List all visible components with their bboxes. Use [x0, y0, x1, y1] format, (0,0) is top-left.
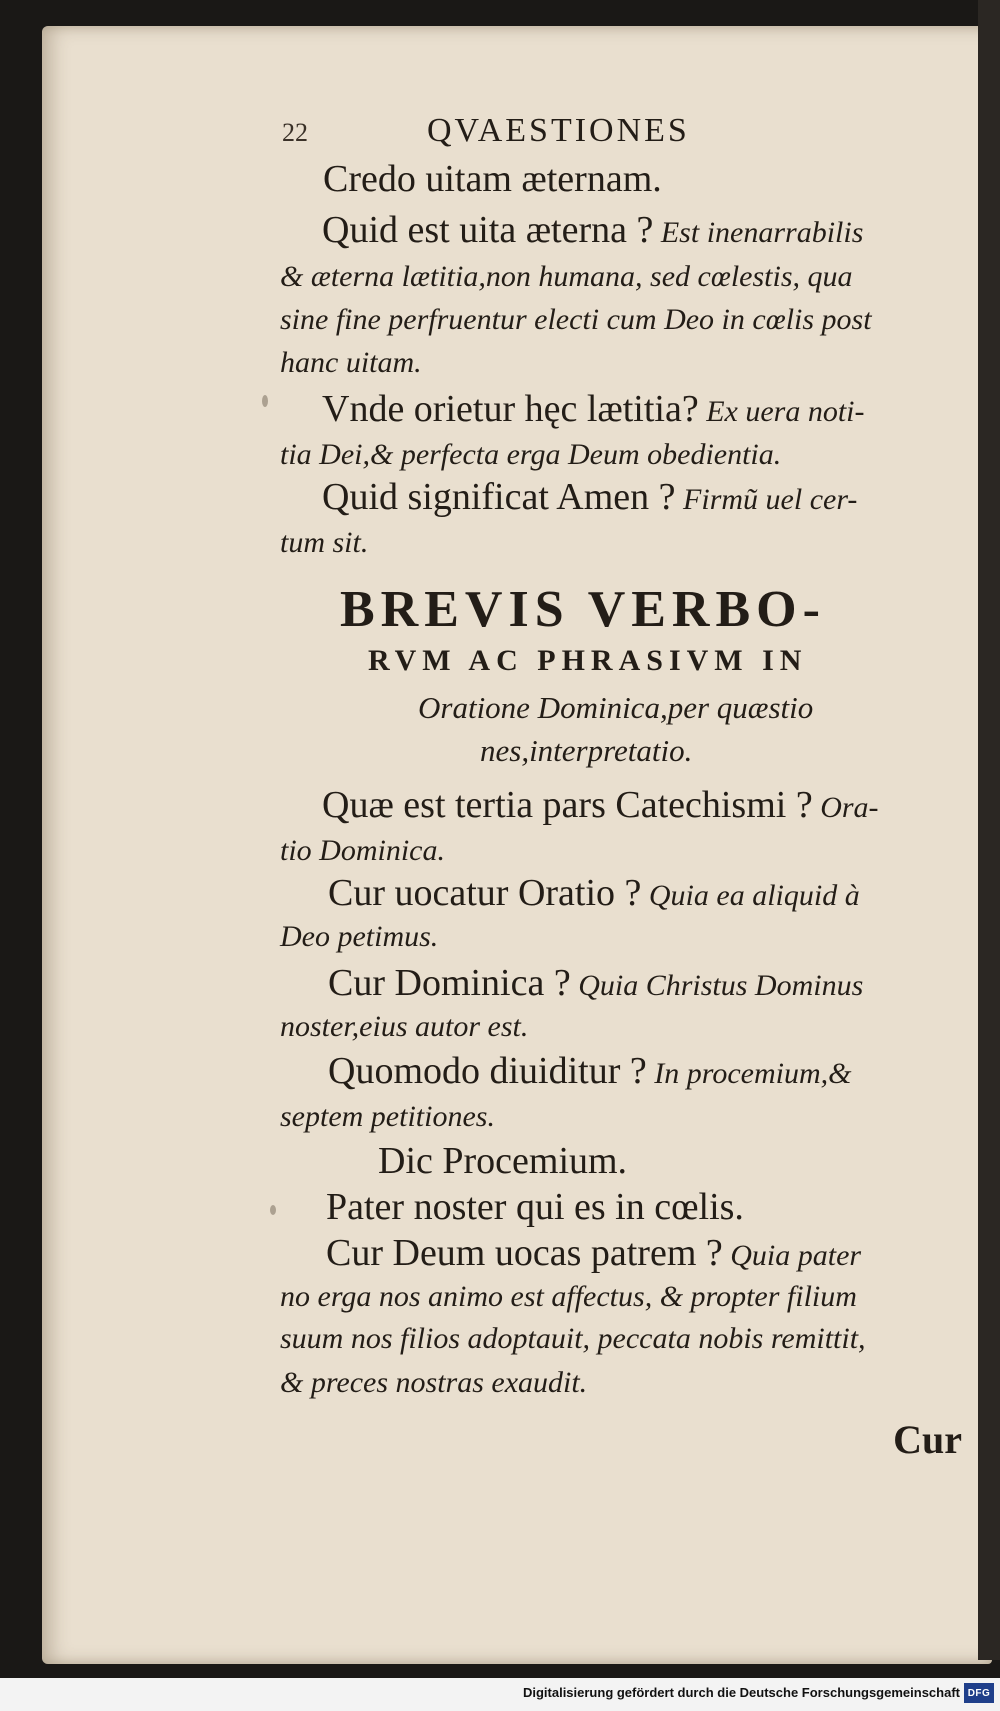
heading-line-1: BREVIS VERBO- — [340, 581, 826, 638]
text-line: & preces nostras exaudit. — [280, 1366, 588, 1399]
text-line: tum sit. — [280, 526, 369, 559]
heading-line-3: Oratione Dominica,per quæstio — [418, 690, 814, 725]
heading-line-4: nes,interpretatio. — [480, 733, 693, 768]
text-line: Quid significat Amen ? Firmũ uel cer- — [322, 476, 858, 518]
text-line: Quomodo diuiditur ? In procemium,& — [328, 1050, 852, 1092]
text-line: no erga nos animo est affectus, & propter filium — [280, 1280, 857, 1313]
text-line: Quæ est tertia pars Catechismi ? Ora- — [322, 784, 879, 826]
text-line: Credo uitam æternam. — [323, 158, 662, 200]
text-line: Dic Procemium. — [378, 1140, 628, 1182]
ink-spot — [262, 395, 268, 407]
text-line: & æterna lætitia,non humana, sed cœlestis, qua — [280, 260, 853, 293]
text-line: Quid est uita æterna ? Est inenarrabilis — [322, 209, 864, 251]
footer-bar — [0, 1678, 1000, 1711]
ink-spot — [270, 1205, 276, 1215]
text-line: septem petitiones. — [280, 1100, 495, 1133]
text-line: Vnde orietur hęc lætitia? Ex uera noti- — [322, 388, 865, 430]
text-line: Cur Dominica ? Quia Christus Dominus — [328, 962, 864, 1004]
catchword: Cur — [893, 1417, 962, 1462]
text-line: Cur uocatur Oratio ? Quia ea aliquid à — [328, 872, 860, 914]
heading-line-2: RVM AC PHRASIVM IN — [368, 644, 808, 677]
page-mark: 22 — [282, 118, 308, 147]
dfg-logo: DFG — [964, 1683, 994, 1703]
text-line: hanc uitam. — [280, 346, 422, 379]
footer-credit: Digitalisierung gefördert durch die Deutsche Forschungsgemeinschaft — [522, 1685, 960, 1700]
text-line: Cur Deum uocas patrem ? Quia pater — [326, 1232, 862, 1274]
text-line: noster,eius autor est. — [280, 1010, 529, 1043]
page-edge — [978, 0, 1000, 1660]
text-line: suum nos filios adoptauit, peccata nobis remittit, — [280, 1322, 866, 1355]
text-line: tia Dei,& perfecta erga Deum obedientia. — [280, 438, 782, 471]
text-line: Pater noster qui es in cœlis. — [326, 1186, 744, 1228]
text-line: Deo petimus. — [280, 920, 439, 953]
text-line: sine fine perfruentur electi cum Deo in cœlis post — [280, 303, 872, 336]
running-header: QVAESTIONES — [427, 112, 690, 149]
text-line: tio Dominica. — [280, 834, 445, 867]
